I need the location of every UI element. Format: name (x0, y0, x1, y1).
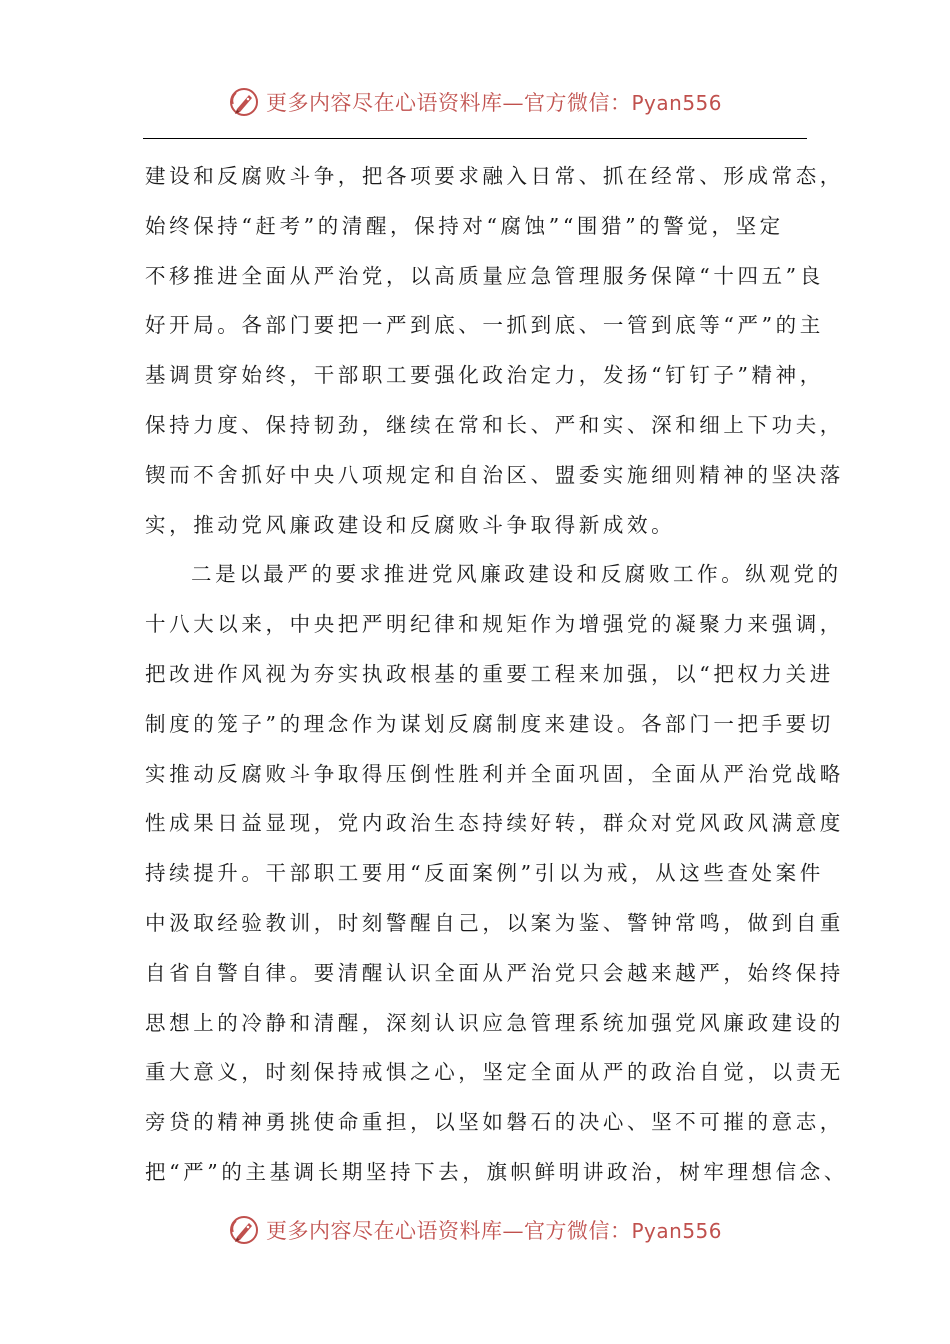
paragraph-start-line: 二是以最严的要求推进党风廉政建设和反腐败工作。纵观党的 (191, 562, 842, 587)
pen-nib-logo-icon (228, 86, 260, 118)
header-banner-text (266, 87, 722, 117)
header-banner (0, 82, 950, 122)
body-line: 十八大以来，中央把严明纪律和规矩作为增强党的凝聚力来强调， (145, 612, 844, 637)
body-line: 始终保持“赶考”的清醒，保持对“腐蚀”“围猎”的警觉，坚定 (145, 213, 784, 238)
body-line: 好开局。各部门要把一严到底、一抓到底、一管到底等“严”的主 (145, 313, 824, 338)
body-line: 中汲取经验教训，时刻警醒自己，以案为鉴、警钟常鸣，做到自重 (145, 910, 844, 935)
body-line: 把改进作风视为夯实执政根基的重要工程来加强，以“把权力关进 (145, 661, 834, 686)
body-line: 重大意义，时刻保持戒惧之心，坚定全面从严的政治自觉，以责无 (145, 1060, 844, 1085)
footer-banner-text (266, 1215, 722, 1245)
body-line: 旁贷的精神勇挑使命重担，以坚如磐石的决心、坚不可摧的意志， (145, 1110, 844, 1135)
document-body (145, 152, 848, 1198)
body-line: 基调贯穿始终，干部职工要强化政治定力，发扬“钉钉子”精神， (145, 363, 824, 388)
body-line: 自省自警自律。要清醒认识全面从严治党只会越来越严，始终保持 (145, 960, 844, 985)
pen-nib-logo-icon (228, 1214, 260, 1246)
body-line: 实，推动党风廉政建设和反腐败斗争取得新成效。 (145, 512, 676, 537)
body-line: 建设和反腐败斗争，把各项要求融入日常、抓在经常、形成常态， (145, 164, 844, 188)
body-line: 把“严”的主基调长期坚持下去，旗帜鲜明讲政治，树牢理想信念、 (145, 1159, 848, 1184)
body-line: 锲而不舍抓好中央八项规定和自治区、盟委实施细则精神的坚决落 (145, 462, 844, 487)
body-line: 实推动反腐败斗争取得压倒性胜利并全面巩固，全面从严治党战略 (145, 761, 844, 786)
header-slogan: 更多内容尽在心语资料库—官方微信： (265, 91, 632, 115)
body-line: 保持力度、保持韧劲，继续在常和长、严和实、深和细上下功夫， (145, 412, 844, 437)
body-line: 制度的笼子”的理念作为谋划反腐制度来建设。各部门一把手要切 (145, 711, 834, 736)
body-line: 性成果日益显现，党内政治生态持续好转，群众对党风政风满意度 (145, 811, 844, 836)
body-line: 思想上的冷静和清醒，深刻认识应急管理系统加强党风廉政建设的 (145, 1010, 844, 1035)
footer-wechat-id: Pyan556 (631, 1219, 722, 1243)
footer-banner (0, 1210, 950, 1250)
body-line: 持续提升。干部职工要用“反面案例”引以为戒，从这些查处案件 (145, 861, 824, 886)
header-wechat-id: Pyan556 (631, 91, 722, 115)
footer-slogan: 更多内容尽在心语资料库—官方微信： (265, 1219, 632, 1243)
header-divider (143, 138, 807, 139)
body-line: 不移推进全面从严治党，以高质量应急管理服务保障“十四五”良 (145, 263, 824, 288)
